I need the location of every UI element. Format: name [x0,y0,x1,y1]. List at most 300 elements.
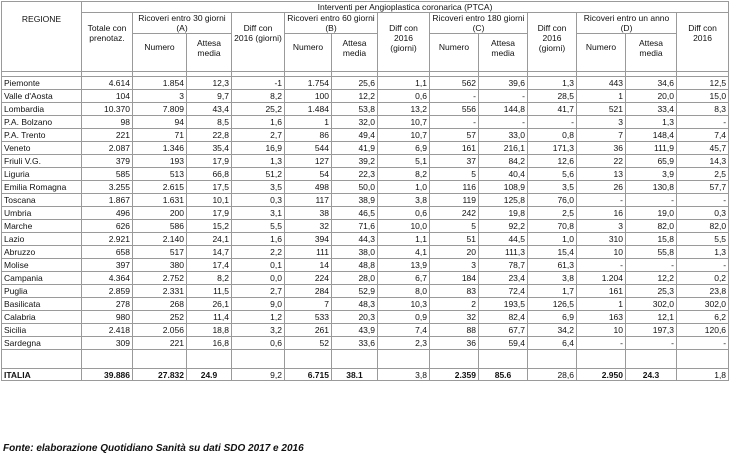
value-cell: 108,9 [479,181,528,194]
value-cell: 45,7 [677,142,729,155]
value-cell: 0,6 [378,90,430,103]
value-cell [285,350,332,369]
value-cell: 48,3 [332,298,378,311]
value-cell: - [577,337,626,350]
value-cell: 12,2 [626,272,677,285]
value-cell: 111,3 [479,246,528,259]
total-row [2,369,729,381]
value-cell: 521 [577,103,626,116]
value-cell: 2.359 [430,369,479,381]
value-cell: 12,3 [187,77,232,90]
value-cell: 144,8 [479,103,528,116]
value-cell: 36 [577,142,626,155]
value-cell: 1.754 [285,77,332,90]
table-row [2,324,729,337]
value-cell: 22,8 [187,129,232,142]
value-cell: 1,6 [232,116,285,129]
value-cell: 10,0 [378,220,430,233]
value-cell: 7,4 [677,129,729,142]
region-cell: Veneto [2,142,82,155]
value-cell: 17,9 [187,207,232,220]
value-cell: 3,8 [378,369,430,381]
table-row [2,116,729,129]
numero-header: Numero [577,34,626,72]
value-cell: 3,5 [528,181,577,194]
value-cell: 78,7 [479,259,528,272]
value-cell: 6,9 [378,142,430,155]
value-cell: 1,3 [626,116,677,129]
value-cell: 3 [577,220,626,233]
value-cell: 5,5 [677,233,729,246]
region-cell: Umbria [2,207,82,220]
region-cell [2,350,82,369]
value-cell: 32,0 [332,116,378,129]
value-cell: 49,4 [332,129,378,142]
value-cell: 32 [285,220,332,233]
value-cell: 1 [285,116,332,129]
value-cell: 83 [430,285,479,298]
value-cell: 0,9 [378,311,430,324]
value-cell: 2,5 [677,168,729,181]
value-cell: 71,6 [332,220,378,233]
group-180-header: Ricoveri entro 180 giorni (C) [430,13,528,34]
value-cell: 14,7 [187,246,232,259]
region-cell: Sicilia [2,324,82,337]
value-cell: 11,4 [187,311,232,324]
value-cell: 0,8 [528,129,577,142]
total-header: Totale con prenotaz. [82,13,133,72]
value-cell: 116 [430,181,479,194]
value-cell: 15,0 [677,90,729,103]
value-cell: 626 [82,220,133,233]
value-cell: 20 [430,246,479,259]
value-cell: - [528,116,577,129]
diff-30-header: Diff con 2016 (giorni) [232,13,285,72]
group-60-header: Ricoveri entro 60 giorni (B) [285,13,378,34]
value-cell: 5,6 [528,168,577,181]
diff-180-header: Diff con 2016 (giorni) [528,13,577,72]
value-cell: 33,4 [626,103,677,116]
value-cell: 1.631 [133,194,187,207]
value-cell: 284 [285,285,332,298]
value-cell: - [577,194,626,207]
value-cell: 498 [285,181,332,194]
region-cell: Abruzzo [2,246,82,259]
table-row [2,337,729,350]
table-row [2,129,729,142]
attesa-header: Attesa media [626,34,677,72]
table-row [2,259,729,272]
value-cell: 10.370 [82,103,133,116]
value-cell: 2.418 [82,324,133,337]
value-cell: 10 [577,324,626,337]
value-cell: 1.854 [133,77,187,90]
value-cell: 171,3 [528,142,577,155]
value-cell [479,350,528,369]
value-cell: 51 [430,233,479,246]
value-cell: 224 [285,272,332,285]
value-cell: 57,7 [677,181,729,194]
value-cell: 2.140 [133,233,187,246]
region-cell: Valle d'Aosta [2,90,82,103]
value-cell: 5 [430,168,479,181]
value-cell: 2,7 [232,285,285,298]
value-cell: 1,1 [378,233,430,246]
value-cell: 24,1 [187,233,232,246]
value-cell: 34,2 [528,324,577,337]
table-row [2,194,729,207]
table-row [2,168,729,181]
numero-header: Numero [430,34,479,72]
value-cell: 0,2 [677,272,729,285]
value-cell: 82,0 [626,220,677,233]
value-cell: 533 [285,311,332,324]
value-cell: - [479,116,528,129]
value-cell: 43,9 [332,324,378,337]
value-cell: 15,4 [528,246,577,259]
value-cell: - [626,259,677,272]
value-cell: 4.614 [82,77,133,90]
spacer-row [2,350,729,369]
value-cell: 200 [133,207,187,220]
value-cell [378,350,430,369]
value-cell: 38 [285,207,332,220]
value-cell: 39,2 [332,155,378,168]
value-cell: 5 [430,220,479,233]
value-cell: 2.056 [133,324,187,337]
value-cell: 50,0 [332,181,378,194]
value-cell: 25,2 [232,103,285,116]
value-cell: 161 [430,142,479,155]
value-cell: 586 [133,220,187,233]
value-cell: 12,6 [528,155,577,168]
value-cell: 20,3 [332,311,378,324]
value-cell: 2.615 [133,181,187,194]
value-cell: 2,5 [528,207,577,220]
value-cell: 443 [577,77,626,90]
value-cell: 53,8 [332,103,378,116]
value-cell: 119 [430,194,479,207]
table-row [2,311,729,324]
value-cell: 8,3 [677,103,729,116]
region-cell: ITALIA [2,369,82,381]
value-cell: 25,3 [626,285,677,298]
value-cell: 8,0 [378,285,430,298]
value-cell: 658 [82,246,133,259]
value-cell: 3,1 [232,207,285,220]
region-cell: Toscana [2,194,82,207]
value-cell: 126,5 [528,298,577,311]
region-cell: Sardegna [2,337,82,350]
region-cell: Marche [2,220,82,233]
value-cell: 1,0 [528,233,577,246]
value-cell: 310 [577,233,626,246]
value-cell: 117 [285,194,332,207]
value-cell: 11,5 [187,285,232,298]
value-cell: 2.950 [577,369,626,381]
value-cell: 2.921 [82,233,133,246]
value-cell: 52 [285,337,332,350]
region-header: REGIONE [2,2,82,72]
value-cell: 8,5 [187,116,232,129]
value-cell: 9,0 [232,298,285,311]
value-cell: 71 [133,129,187,142]
value-cell: 26,1 [187,298,232,311]
value-cell: - [430,90,479,103]
value-cell: 221 [82,129,133,142]
value-cell: 252 [133,311,187,324]
value-cell: 585 [82,168,133,181]
value-cell: 10,1 [187,194,232,207]
value-cell: 28,6 [528,369,577,381]
value-cell: 3 [430,259,479,272]
value-cell: 3 [133,90,187,103]
value-cell: 57 [430,129,479,142]
value-cell: 2.331 [133,285,187,298]
value-cell: 309 [82,337,133,350]
value-cell: 70,8 [528,220,577,233]
value-cell: 10 [577,246,626,259]
value-cell: 496 [82,207,133,220]
value-cell: 193,5 [479,298,528,311]
value-cell: 40,4 [479,168,528,181]
value-cell: 1,3 [232,155,285,168]
value-cell: 12,5 [677,77,729,90]
value-cell: 556 [430,103,479,116]
value-cell: 32 [430,311,479,324]
value-cell: 2,3 [378,337,430,350]
value-cell: 82,0 [677,220,729,233]
value-cell: - [430,116,479,129]
value-cell: 52,9 [332,285,378,298]
value-cell: 85.6 [479,369,528,381]
value-cell: 43,4 [187,103,232,116]
value-cell [430,350,479,369]
value-cell: 51,2 [232,168,285,181]
value-cell: 2,7 [232,129,285,142]
region-cell: Basilicata [2,298,82,311]
table-row [2,142,729,155]
value-cell: -1 [232,77,285,90]
value-cell: 94 [133,116,187,129]
value-cell: 13 [577,168,626,181]
value-cell: 130,8 [626,181,677,194]
value-cell: 148,4 [626,129,677,142]
value-cell: 3 [577,116,626,129]
value-cell: 55,8 [626,246,677,259]
value-cell: 9,7 [187,90,232,103]
value-cell: 1,7 [528,285,577,298]
table-row [2,233,729,246]
value-cell [626,350,677,369]
value-cell: 7 [577,129,626,142]
region-cell: Piemonte [2,77,82,90]
value-cell: 379 [82,155,133,168]
value-cell: 1.346 [133,142,187,155]
region-cell: Emilia Romagna [2,181,82,194]
value-cell: 1.204 [577,272,626,285]
value-cell: 1 [577,90,626,103]
value-cell: 12,2 [332,90,378,103]
value-cell: 24.3 [626,369,677,381]
table-title: Interventi per Angioplastica coronarica (PTCA) [82,2,729,13]
value-cell: 2,2 [232,246,285,259]
table-row [2,298,729,311]
value-cell: 86 [285,129,332,142]
region-cell: P.A. Bolzano [2,116,82,129]
value-cell: 82,4 [479,311,528,324]
value-cell: 46,5 [332,207,378,220]
value-cell: - [626,337,677,350]
value-cell: 72,4 [479,285,528,298]
value-cell: 23,4 [479,272,528,285]
value-cell [82,350,133,369]
value-cell: 3,8 [378,194,430,207]
value-cell: 111,9 [626,142,677,155]
numero-header: Numero [285,34,332,72]
value-cell: 2.087 [82,142,133,155]
value-cell: 38,0 [332,246,378,259]
value-cell: 1.867 [82,194,133,207]
value-cell [528,350,577,369]
value-cell: 111 [285,246,332,259]
value-cell: 41,9 [332,142,378,155]
value-cell: 39.886 [82,369,133,381]
value-cell: 6,7 [378,272,430,285]
table-row [2,272,729,285]
value-cell: 35,4 [187,142,232,155]
value-cell: 7 [285,298,332,311]
value-cell: 13,9 [378,259,430,272]
value-cell: 1,3 [677,246,729,259]
value-cell: 517 [133,246,187,259]
value-cell: 5,1 [378,155,430,168]
value-cell [332,350,378,369]
value-cell: 161 [577,285,626,298]
value-cell: 1,2 [232,311,285,324]
value-cell: 1,1 [378,77,430,90]
value-cell: - [677,337,729,350]
value-cell: 8,2 [187,272,232,285]
value-cell: 23,8 [677,285,729,298]
value-cell: 12,1 [626,311,677,324]
value-cell: 22 [577,155,626,168]
value-cell: 0,6 [232,337,285,350]
value-cell: - [479,90,528,103]
value-cell: 33,0 [479,129,528,142]
table-row [2,220,729,233]
value-cell: 980 [82,311,133,324]
value-cell: 184 [430,272,479,285]
value-cell: 3,9 [626,168,677,181]
attesa-header: Attesa media [332,34,378,72]
value-cell: 562 [430,77,479,90]
value-cell: 193 [133,155,187,168]
value-cell: 39,6 [479,77,528,90]
region-cell: Calabria [2,311,82,324]
value-cell: 16 [577,207,626,220]
value-cell: - [626,194,677,207]
value-cell: 1,3 [528,77,577,90]
value-cell: 197,3 [626,324,677,337]
table-row [2,246,729,259]
value-cell: 3,2 [232,324,285,337]
source-note: Fonte: elaborazione Quotidiano Sanità su dati SDO 2017 e 2016 [3,443,304,454]
value-cell: 41,7 [528,103,577,116]
value-cell: 302,0 [626,298,677,311]
value-cell: 34,6 [626,77,677,90]
value-cell: 0,6 [378,207,430,220]
region-cell: Molise [2,259,82,272]
value-cell: 84,2 [479,155,528,168]
value-cell: 9,2 [232,369,285,381]
value-cell: 6.715 [285,369,332,381]
value-cell: 125,8 [479,194,528,207]
value-cell: 48,8 [332,259,378,272]
value-cell: 19,0 [626,207,677,220]
value-cell: 15,2 [187,220,232,233]
value-cell: 6,2 [677,311,729,324]
table-row [2,103,729,116]
value-cell: 7,4 [378,324,430,337]
table-row [2,285,729,298]
value-cell: 1,6 [232,233,285,246]
value-cell [577,350,626,369]
value-cell: 3.255 [82,181,133,194]
value-cell: 1 [577,298,626,311]
value-cell: 127 [285,155,332,168]
value-cell: 88 [430,324,479,337]
diff-year-header: Diff con 2016 [677,13,729,72]
region-cell: P.A. Trento [2,129,82,142]
value-cell: 278 [82,298,133,311]
value-cell: - [577,259,626,272]
value-cell: 120,6 [677,324,729,337]
value-cell: 44,5 [479,233,528,246]
table-row [2,181,729,194]
value-cell: 38.1 [332,369,378,381]
value-cell: 10,7 [378,129,430,142]
value-cell [232,350,285,369]
region-cell: Friuli V.G. [2,155,82,168]
attesa-header: Attesa media [479,34,528,72]
value-cell: 15,8 [626,233,677,246]
value-cell: 8,2 [232,90,285,103]
value-cell: 76,0 [528,194,577,207]
value-cell: 38,9 [332,194,378,207]
value-cell: 26 [577,181,626,194]
numero-header: Numero [133,34,187,72]
value-cell: - [677,194,729,207]
value-cell: 3,5 [232,181,285,194]
value-cell: 261 [285,324,332,337]
value-cell: 4,1 [378,246,430,259]
group-30-header: Ricoveri entro 30 giorni (A) [133,13,232,34]
value-cell [677,350,729,369]
value-cell: 13,2 [378,103,430,116]
value-cell: 98 [82,116,133,129]
value-cell: 17,4 [187,259,232,272]
value-cell: 7.809 [133,103,187,116]
value-cell: 0,3 [232,194,285,207]
value-cell: 27.832 [133,369,187,381]
value-cell [133,350,187,369]
table-row [2,90,729,103]
value-cell: 397 [82,259,133,272]
value-cell: 65,9 [626,155,677,168]
value-cell: 268 [133,298,187,311]
value-cell: 380 [133,259,187,272]
